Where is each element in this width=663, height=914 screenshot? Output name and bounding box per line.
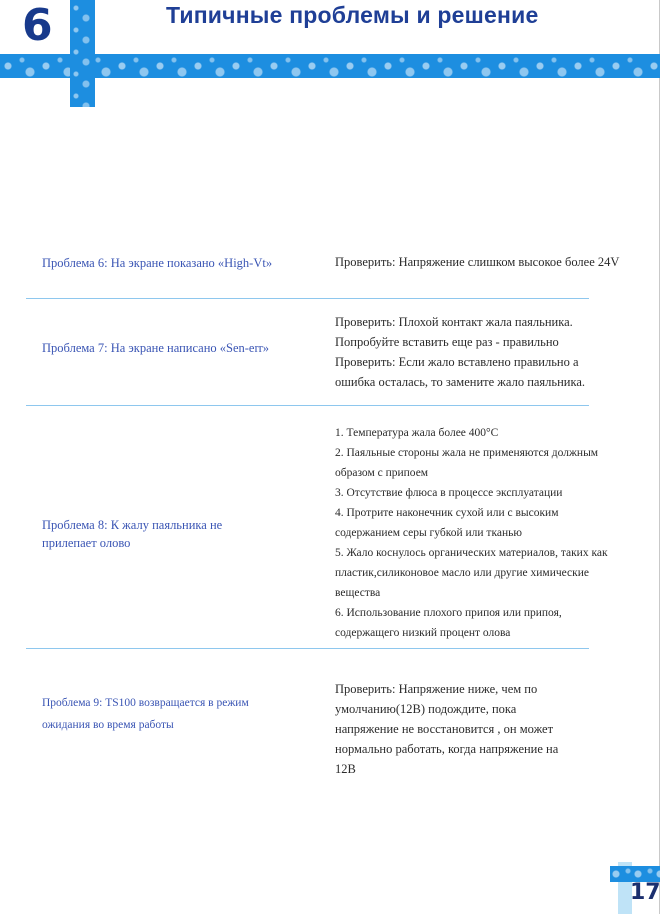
solution-9 bbox=[335, 679, 635, 779]
solution-line: 1. Температура жала более 400°C bbox=[335, 427, 499, 439]
solution-line: 2. Паяльные стороны жала не применяются должным bbox=[335, 447, 599, 459]
problem-line: прилепает олово bbox=[42, 536, 131, 550]
chapter-number: 6 bbox=[22, 0, 53, 51]
solution-line: 12В bbox=[335, 762, 356, 776]
solution-line: содержащего низкий процент олова bbox=[335, 627, 511, 639]
problem-9 bbox=[42, 692, 287, 736]
solution-line: пластик,силиконовое масло или другие химические bbox=[335, 567, 589, 579]
problem-line: ожидания во время работы bbox=[42, 719, 174, 731]
solution-line: ошибка осталась, то замените жало паяльника. bbox=[335, 375, 586, 389]
problem-8 bbox=[42, 516, 287, 552]
solution-line: образом с припоем bbox=[335, 467, 429, 479]
solution-line: напряжение не восстановится , он может bbox=[335, 722, 554, 736]
solution-line: 6. Использование плохого припоя или припоя, bbox=[335, 607, 562, 619]
page-number: 17 bbox=[630, 880, 661, 905]
solution-line: вещества bbox=[335, 587, 381, 599]
problem-line: Проблема 9: TS100 возвращается в режим bbox=[42, 697, 249, 709]
solution-line: содержанием серы губкой или тканью bbox=[335, 527, 522, 539]
solution-line: 3. Отсутствие флюса в процессе эксплуатации bbox=[335, 487, 563, 499]
solution-line: нормально работать, когда напряжение на bbox=[335, 742, 559, 756]
solution-line: Попробуйте вставить еще раз - правильно bbox=[335, 335, 559, 349]
solution-line: Проверить: Напряжение ниже, чем по bbox=[335, 682, 538, 696]
solution-line: умолчанию(12В) подождите, пока bbox=[335, 702, 517, 716]
solution-line: Проверить: Если жало вставлено правильно а bbox=[335, 355, 579, 369]
problem-7: Проблема 7: На экране написано «Sen-err» bbox=[42, 341, 270, 355]
divider bbox=[26, 648, 589, 649]
problem-6: Проблема 6: На экране показано «High-Vt» bbox=[42, 256, 273, 270]
divider bbox=[26, 298, 589, 299]
solution-line: 5. Жало коснулось органических материалов, таких как bbox=[335, 547, 608, 559]
header-vertical-bar bbox=[70, 0, 95, 107]
solution-line: Проверить: Напряжение слишком высокое более 24V bbox=[335, 255, 620, 269]
solution-7 bbox=[335, 312, 635, 392]
solution-8 bbox=[335, 423, 635, 643]
header-gear-band bbox=[0, 54, 660, 78]
solution-6 bbox=[335, 252, 655, 272]
divider bbox=[26, 405, 589, 406]
problem-line: Проблема 8: К жалу паяльника не bbox=[42, 518, 223, 532]
solution-line: Проверить: Плохой контакт жала паяльника. bbox=[335, 315, 573, 329]
page-title: Типичные проблемы и решение bbox=[166, 2, 539, 28]
solution-line: 4. Протрите наконечник сухой или с высоким bbox=[335, 507, 559, 519]
